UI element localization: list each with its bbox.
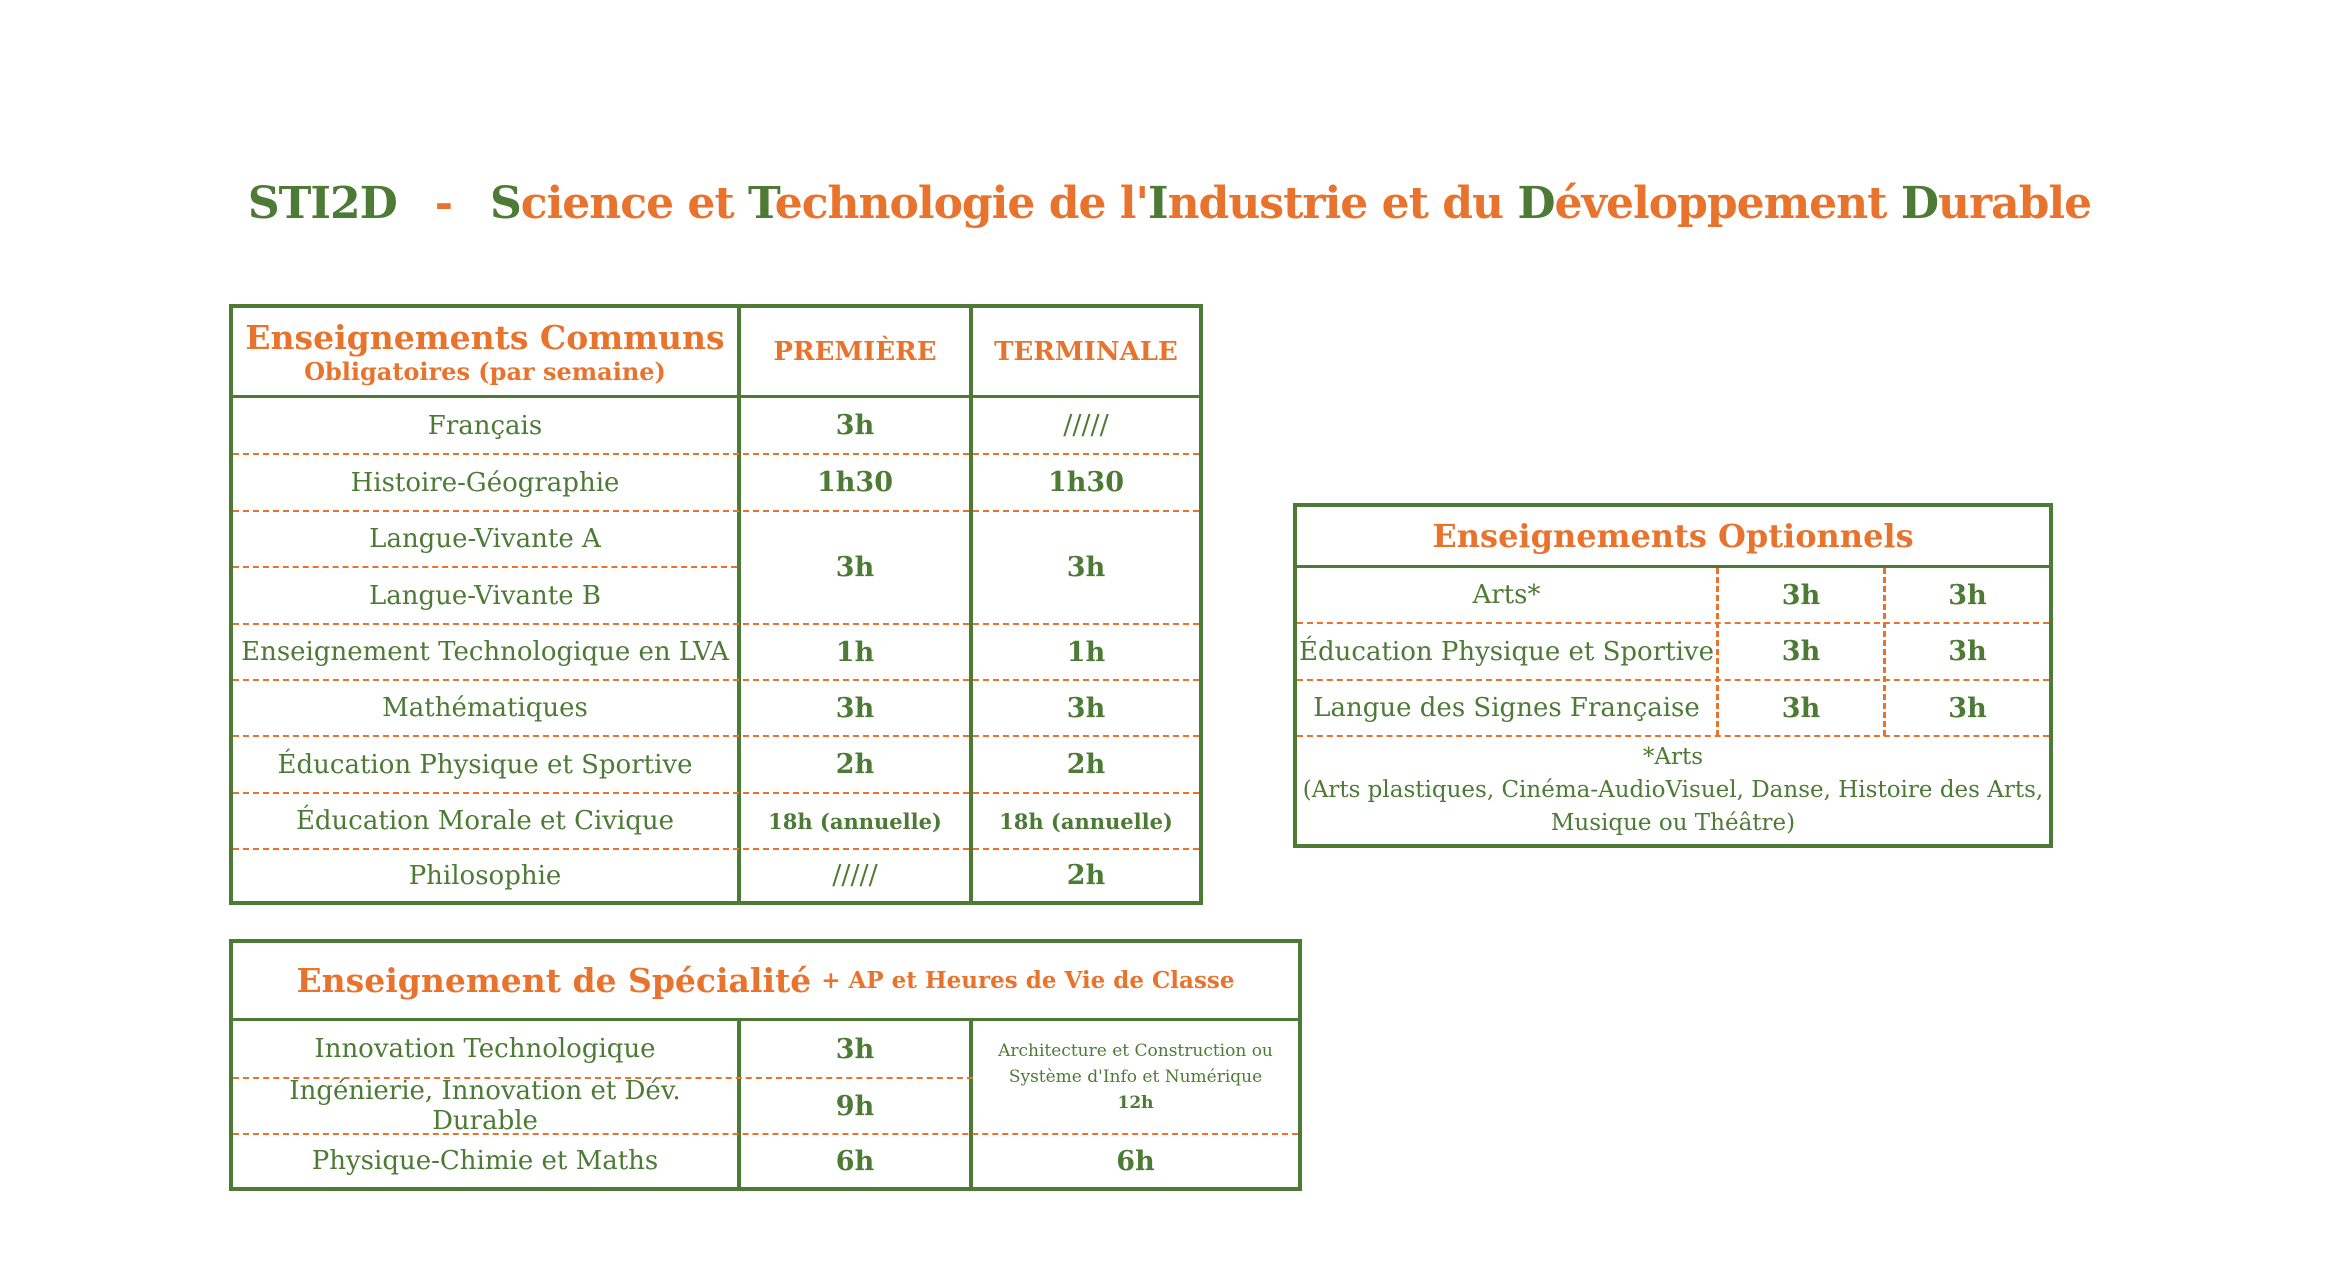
common-row-5-premiere: 3h bbox=[835, 692, 875, 724]
common-row-8-terminale: 2h bbox=[1066, 860, 1106, 891]
common-row-5-subject: Mathématiques bbox=[382, 693, 588, 723]
title-word-5: Durable bbox=[1900, 178, 2092, 229]
common-row-6-premiere: 2h bbox=[835, 749, 875, 780]
optional-row-0-terminale: 3h bbox=[1948, 579, 1987, 611]
specialite-row-2-subject: Physique-Chimie et Maths bbox=[311, 1146, 659, 1176]
optional-note-title: *Arts bbox=[1642, 744, 1704, 770]
title-word-1: Science et bbox=[490, 178, 749, 229]
specialite-header bbox=[233, 943, 1298, 1018]
optional-table bbox=[1293, 503, 2053, 848]
specialite-row-1-subject: Ingénierie, Innovation et Dév. Durable bbox=[289, 1076, 681, 1136]
optional-row-1-terminale: 3h bbox=[1948, 636, 1987, 667]
optional-row-2-terminale: 3h bbox=[1948, 692, 1987, 724]
common-table bbox=[229, 304, 1203, 905]
specialite-row-2-terminale: 6h bbox=[1116, 1145, 1155, 1177]
title-dash: - bbox=[434, 178, 453, 229]
col-header-premiere: PREMIÈRE bbox=[773, 336, 937, 367]
specialite-row-2-premiere: 6h bbox=[835, 1145, 875, 1177]
common-row-4-subject: Enseignement Technologique en LVA bbox=[241, 637, 729, 667]
optional-row-1-subject: Éducation Physique et Sportive bbox=[1299, 636, 1714, 667]
optional-note-line1: (Arts plastiques, Cinéma-AudioVisuel, Danse, Histoire des Arts, bbox=[1302, 777, 2044, 803]
common-row-6-subject: Éducation Physique et Sportive bbox=[277, 749, 693, 780]
title-word-3: Industrie et du bbox=[1147, 178, 1518, 229]
common-row-0-terminale: ///// bbox=[1063, 410, 1109, 441]
common-row-1-subject: Histoire-Géographie bbox=[350, 467, 620, 498]
common-row-7-subject: Éducation Morale et Civique bbox=[295, 806, 675, 836]
optional-row-0-premiere: 3h bbox=[1781, 579, 1821, 611]
title-code: STI2D bbox=[247, 178, 397, 229]
common-row-0-premiere: 3h bbox=[835, 410, 875, 441]
specialite-row-1-premiere: 9h bbox=[835, 1090, 875, 1122]
specialite-header-main: Enseignement de Spécialité bbox=[296, 961, 812, 1000]
optional-header: Enseignements Optionnels bbox=[1432, 517, 1914, 555]
optional-row-0-subject: Arts* bbox=[1472, 580, 1541, 610]
title-word-4: Développement bbox=[1517, 178, 1901, 229]
common-header-sub: Obligatoires (par semaine) bbox=[304, 356, 666, 386]
specialite-table bbox=[229, 939, 1302, 1191]
common-lv-terminale: 3h bbox=[1066, 552, 1106, 583]
common-row-3-subject: Langue-Vivante B bbox=[369, 580, 601, 611]
title-word-2: Technologie de l' bbox=[748, 178, 1148, 229]
common-row-1-terminale: 1h30 bbox=[1048, 467, 1124, 498]
specialite-merged-line2: Système d'Info et Numérique bbox=[1008, 1067, 1263, 1087]
specialite-terminale-merged bbox=[973, 1021, 1298, 1133]
specialite-merged-line1: Architecture et Construction ou bbox=[998, 1041, 1273, 1061]
optional-note bbox=[1297, 737, 2049, 844]
common-row-4-premiere: 1h bbox=[835, 636, 875, 668]
common-row-6-terminale: 2h bbox=[1066, 749, 1106, 780]
common-row-8-premiere: ///// bbox=[832, 860, 878, 891]
common-row-0-subject: Français bbox=[427, 410, 543, 441]
col-header-terminale: TERMINALE bbox=[994, 336, 1178, 367]
specialite-row-0-subject: Innovation Technologique bbox=[314, 1034, 656, 1064]
common-header bbox=[233, 308, 737, 395]
common-row-1-premiere: 1h30 bbox=[817, 467, 893, 498]
common-row-8-subject: Philosophie bbox=[408, 860, 562, 891]
common-lv-premiere: 3h bbox=[835, 552, 875, 583]
common-row-4-terminale: 1h bbox=[1066, 636, 1106, 668]
common-row-7-premiere: 18h (annuelle) bbox=[768, 808, 942, 834]
optional-row-2-premiere: 3h bbox=[1781, 692, 1821, 724]
common-header-main: Enseignements Communs bbox=[245, 317, 725, 357]
specialite-row-0-premiere: 3h bbox=[835, 1033, 875, 1065]
optional-row-2-subject: Langue des Signes Française bbox=[1313, 693, 1700, 723]
common-row-5-terminale: 3h bbox=[1066, 692, 1106, 724]
specialite-merged-hours: 12h bbox=[1117, 1093, 1154, 1113]
common-row-7-terminale: 18h (annuelle) bbox=[999, 808, 1173, 834]
common-row-2-subject: Langue-Vivante A bbox=[369, 524, 601, 554]
specialite-header-sub: + AP et Heures de Vie de Classe bbox=[821, 967, 1235, 994]
optional-note-line2: Musique ou Théâtre) bbox=[1550, 810, 1796, 836]
optional-row-1-premiere: 3h bbox=[1781, 636, 1821, 667]
page-title bbox=[0, 178, 2339, 229]
